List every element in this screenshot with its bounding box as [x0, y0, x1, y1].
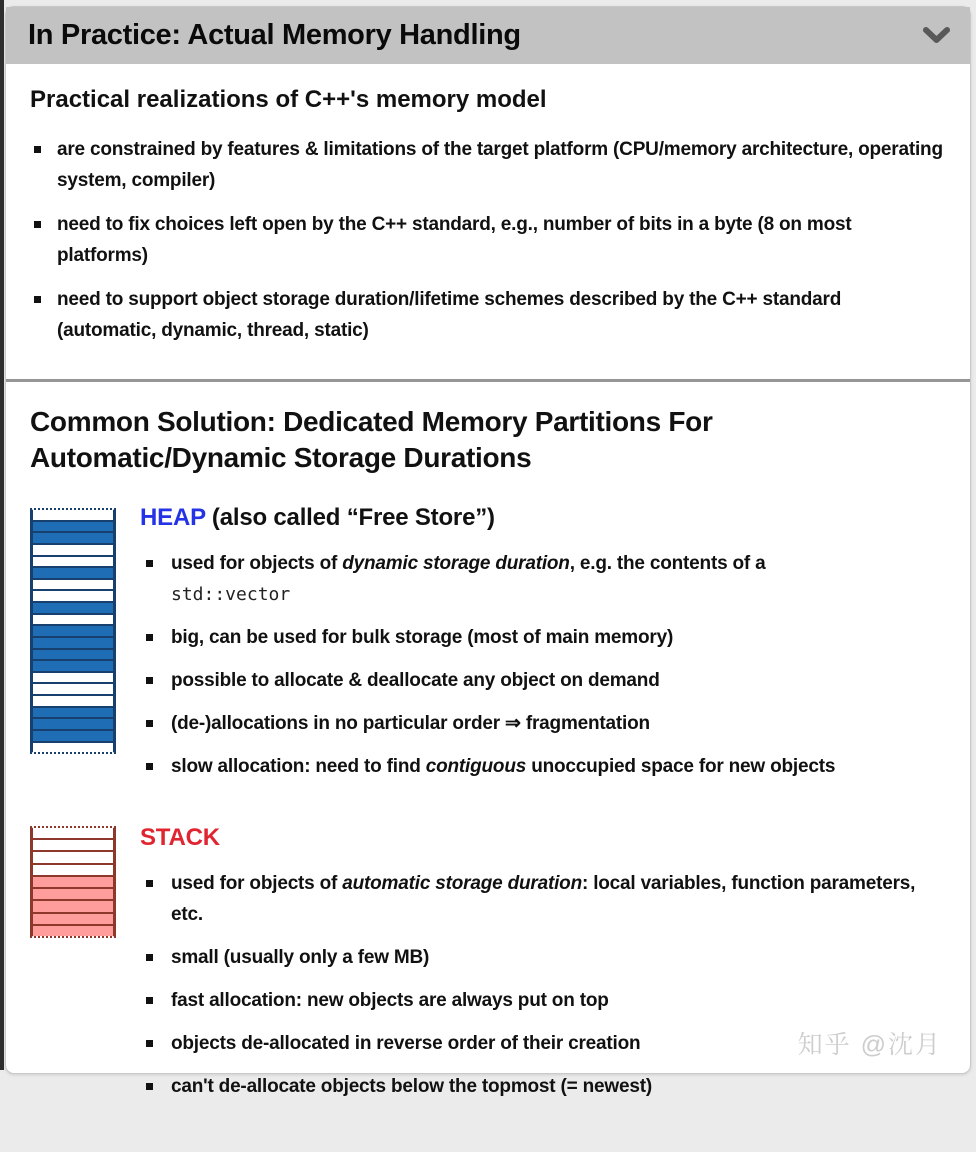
bullet-item: [30, 209, 944, 271]
bullet-item: [140, 751, 944, 782]
memory-block-used: [33, 719, 113, 731]
bullet-text: slow allocation: need to find contiguous unoccupied space for new objects: [171, 756, 836, 777]
bullet-square-icon: [34, 146, 41, 153]
bullet-item: [140, 985, 944, 1016]
section1-bullet-list: [30, 134, 944, 346]
bullet-text: big, can be used for bulk storage (most of main memory): [171, 627, 674, 648]
stack-title: STACK: [140, 824, 220, 851]
chevron-down-icon[interactable]: [923, 27, 950, 44]
bullet-text: need to support object storage duration/lifetime schemes described by the C++ standard (automatic, dynamic, thread, static): [57, 289, 842, 341]
memory-block-used: [33, 603, 113, 615]
bullet-item: [140, 1071, 944, 1102]
bullet-square-icon: [34, 296, 41, 303]
stack-content: [116, 822, 944, 1114]
stack-heading: [140, 824, 944, 852]
bullet-text: used for objects of automatic storage duration: local variables, function parameters, etc.: [171, 873, 916, 925]
bullet-square-icon: [146, 763, 153, 770]
memory-block-used: [33, 901, 113, 913]
bullet-text: are constrained by features & limitations of the target platform (CPU/memory architecture, operating system, compiler): [57, 139, 943, 191]
bullet-square-icon: [146, 997, 153, 1004]
memory-block-free: [33, 743, 113, 753]
bullet-square-icon: [146, 1083, 153, 1090]
bullet-item: [140, 708, 944, 739]
memory-block-used: [33, 522, 113, 534]
bullet-square-icon: [146, 677, 153, 684]
memory-block-free: [33, 510, 113, 522]
memory-block-free: [33, 557, 113, 569]
bullet-square-icon: [146, 954, 153, 961]
bullet-item: [30, 134, 944, 196]
memory-block-used: [33, 661, 113, 673]
slide-card: [5, 6, 971, 1097]
bullet-square-icon: [34, 221, 41, 228]
bullet-square-icon: [146, 1040, 153, 1047]
memory-block-free: [33, 828, 113, 840]
memory-block-free: [33, 696, 113, 708]
memory-block-free: [33, 673, 113, 685]
bullet-item: [30, 284, 944, 346]
heap-memory-figure: [30, 508, 116, 754]
bullet-text: used for objects of dynamic storage duration, e.g. the contents of a std::vector: [171, 553, 766, 605]
page-title: In Practice: Actual Memory Handling: [28, 19, 521, 51]
memory-block-used: [33, 708, 113, 720]
window-left-edge: [0, 0, 4, 1070]
bullet-item: [140, 665, 944, 696]
memory-block-free: [33, 545, 113, 557]
heap-title: HEAP: [140, 504, 206, 531]
memory-block-free: [33, 852, 113, 864]
memory-block-free: [33, 865, 113, 877]
stack-bullet-list: [140, 868, 944, 1102]
bullet-text: need to fix choices left open by the C++ standard, e.g., number of bits in a byte (8 on most platforms): [57, 214, 852, 266]
stack-memory-figure: [30, 826, 116, 938]
bullet-item: [140, 622, 944, 653]
heap-subsection: [30, 502, 944, 794]
memory-block-used: [33, 533, 113, 545]
memory-block-free: [33, 591, 113, 603]
collapsible-section-header[interactable]: [6, 7, 970, 64]
section-memory-model: [6, 64, 970, 379]
watermark: 知乎 @沈月: [797, 1031, 942, 1059]
section1-heading: Practical realizations of C++'s memory model: [30, 86, 547, 113]
bullet-item: [140, 942, 944, 973]
memory-block-used: [33, 638, 113, 650]
memory-block-used: [33, 626, 113, 638]
bullet-square-icon: [146, 560, 153, 567]
memory-block-free: [33, 615, 113, 627]
bullet-item: [140, 868, 944, 930]
bullet-text: (de-)allocations in no particular order ⇒ fragmentation: [171, 713, 650, 734]
bullet-text: small (usually only a few MB): [171, 947, 430, 968]
section2-heading: Common Solution: Dedicated Memory Partitions For Automatic/Dynamic Storage Durations: [30, 406, 713, 473]
bullet-square-icon: [146, 880, 153, 887]
memory-block-used: [33, 889, 113, 901]
bullet-text: fast allocation: new objects are always put on top: [171, 990, 609, 1011]
memory-block-used: [33, 926, 113, 936]
stack-subsection: [30, 822, 944, 1114]
bullet-square-icon: [146, 634, 153, 641]
bullet-text: possible to allocate & deallocate any object on demand: [171, 670, 660, 691]
heap-bullet-list: [140, 548, 944, 782]
memory-block-free: [33, 840, 113, 852]
memory-block-used: [33, 877, 113, 889]
heap-content: [116, 502, 944, 794]
memory-block-used: [33, 731, 113, 743]
heap-heading: [140, 504, 944, 532]
bullet-square-icon: [146, 720, 153, 727]
bullet-text: objects de-allocated in reverse order of their creation: [171, 1033, 641, 1054]
bullet-text: can't de-allocate objects below the topmost (= newest): [171, 1076, 652, 1097]
heap-title-suffix: (also called “Free Store”): [205, 504, 495, 531]
memory-block-used: [33, 914, 113, 926]
bullet-item: [140, 548, 944, 610]
memory-block-free: [33, 684, 113, 696]
memory-block-used: [33, 650, 113, 662]
memory-block-free: [33, 580, 113, 592]
memory-block-used: [33, 568, 113, 580]
